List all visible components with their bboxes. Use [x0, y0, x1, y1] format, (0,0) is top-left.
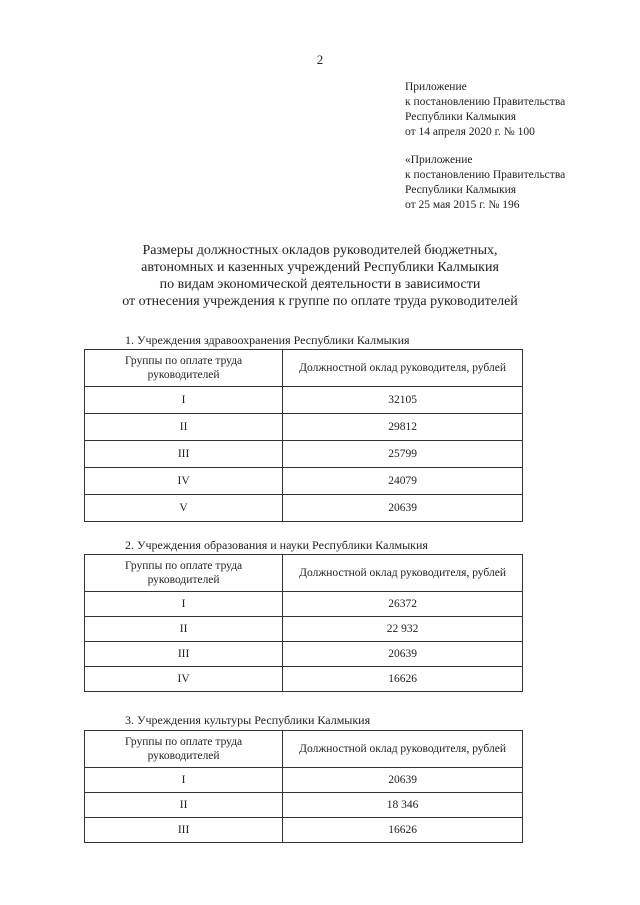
header-group-line: Группы по оплате труда	[124, 736, 243, 748]
group-cell: III	[85, 441, 283, 468]
salary-cell: 22 932	[283, 617, 523, 642]
salary-cell: 16626	[283, 818, 523, 843]
header-salary: Должностной оклад руководителя, рублей	[283, 555, 523, 592]
salary-cell: 25799	[283, 441, 523, 468]
header-group-line: руководителей	[147, 750, 220, 762]
group-cell: III	[85, 642, 283, 667]
group-cell: V	[85, 495, 283, 522]
group-cell: II	[85, 793, 283, 818]
header-group	[85, 555, 283, 592]
table-row	[85, 642, 523, 667]
section-heading-healthcare: 1. Учреждения здравоохранения Республики Калмыкия	[125, 333, 410, 347]
group-cell: I	[85, 768, 283, 793]
group-cell: I	[85, 387, 283, 414]
table-header-row	[85, 731, 523, 768]
table-row	[85, 793, 523, 818]
attachment-original	[405, 153, 565, 213]
table-row	[85, 468, 523, 495]
header-group-line: руководителей	[147, 574, 220, 586]
table-row	[85, 818, 523, 843]
salary-table-culture	[84, 730, 523, 843]
salary-cell: 20639	[283, 642, 523, 667]
attachment-line: Республики Калмыкия	[405, 184, 517, 196]
attachment-line: «Приложение	[405, 154, 473, 166]
group-cell: II	[85, 617, 283, 642]
table-row	[85, 495, 523, 522]
salary-cell: 20639	[283, 495, 523, 522]
header-group-line: руководителей	[147, 369, 220, 381]
attachment-date-line: от 14 апреля 2020 г. № 100	[405, 126, 535, 138]
salary-cell: 20639	[283, 768, 523, 793]
table-header-row	[85, 555, 523, 592]
salary-cell: 18 346	[283, 793, 523, 818]
salary-cell: 24079	[283, 468, 523, 495]
table-row	[85, 768, 523, 793]
group-cell: III	[85, 818, 283, 843]
attachment-line: к постановлению Правительства	[405, 169, 566, 181]
header-salary: Должностной оклад руководителя, рублей	[283, 350, 523, 387]
salary-cell: 26372	[283, 592, 523, 617]
table-row	[85, 414, 523, 441]
attachment-line: Республики Калмыкия	[405, 111, 517, 123]
table-row	[85, 387, 523, 414]
attachment-line: к постановлению Правительства	[405, 96, 566, 108]
header-group-line: Группы по оплате труда	[124, 560, 243, 572]
header-group	[85, 350, 283, 387]
salary-cell: 29812	[283, 414, 523, 441]
section-heading-culture: 3. Учреждения культуры Республики Калмыкия	[125, 713, 371, 727]
document-title	[0, 242, 640, 310]
attachment-date-line: от 25 мая 2015 г. № 196	[405, 199, 520, 211]
salary-table-education	[84, 554, 523, 692]
salary-table-healthcare	[84, 349, 523, 522]
group-cell: IV	[85, 468, 283, 495]
header-group-line: Группы по оплате труда	[124, 355, 243, 367]
header-salary: Должностной оклад руководителя, рублей	[283, 731, 523, 768]
table-row	[85, 592, 523, 617]
salary-cell: 16626	[283, 667, 523, 692]
table-row	[85, 441, 523, 468]
table-row	[85, 667, 523, 692]
salary-cell: 32105	[283, 387, 523, 414]
attachment-current	[405, 80, 565, 140]
page-number: 2	[316, 52, 324, 67]
title-line: от отнесения учреждения к группе по оплате труда руководителей	[122, 294, 518, 309]
table-header-row	[85, 350, 523, 387]
group-cell: IV	[85, 667, 283, 692]
attachment-line: Приложение	[405, 81, 467, 93]
group-cell: I	[85, 592, 283, 617]
group-cell: II	[85, 414, 283, 441]
table-row	[85, 617, 523, 642]
title-line: автономных и казенных учреждений Республики Калмыкия	[141, 260, 499, 275]
title-line: Размеры должностных окладов руководителей бюджетных,	[142, 243, 498, 258]
section-heading-education: 2. Учреждения образования и науки Республики Калмыкия	[125, 538, 428, 552]
title-line: по видам экономической деятельности в зависимости	[159, 277, 481, 292]
header-group	[85, 731, 283, 768]
